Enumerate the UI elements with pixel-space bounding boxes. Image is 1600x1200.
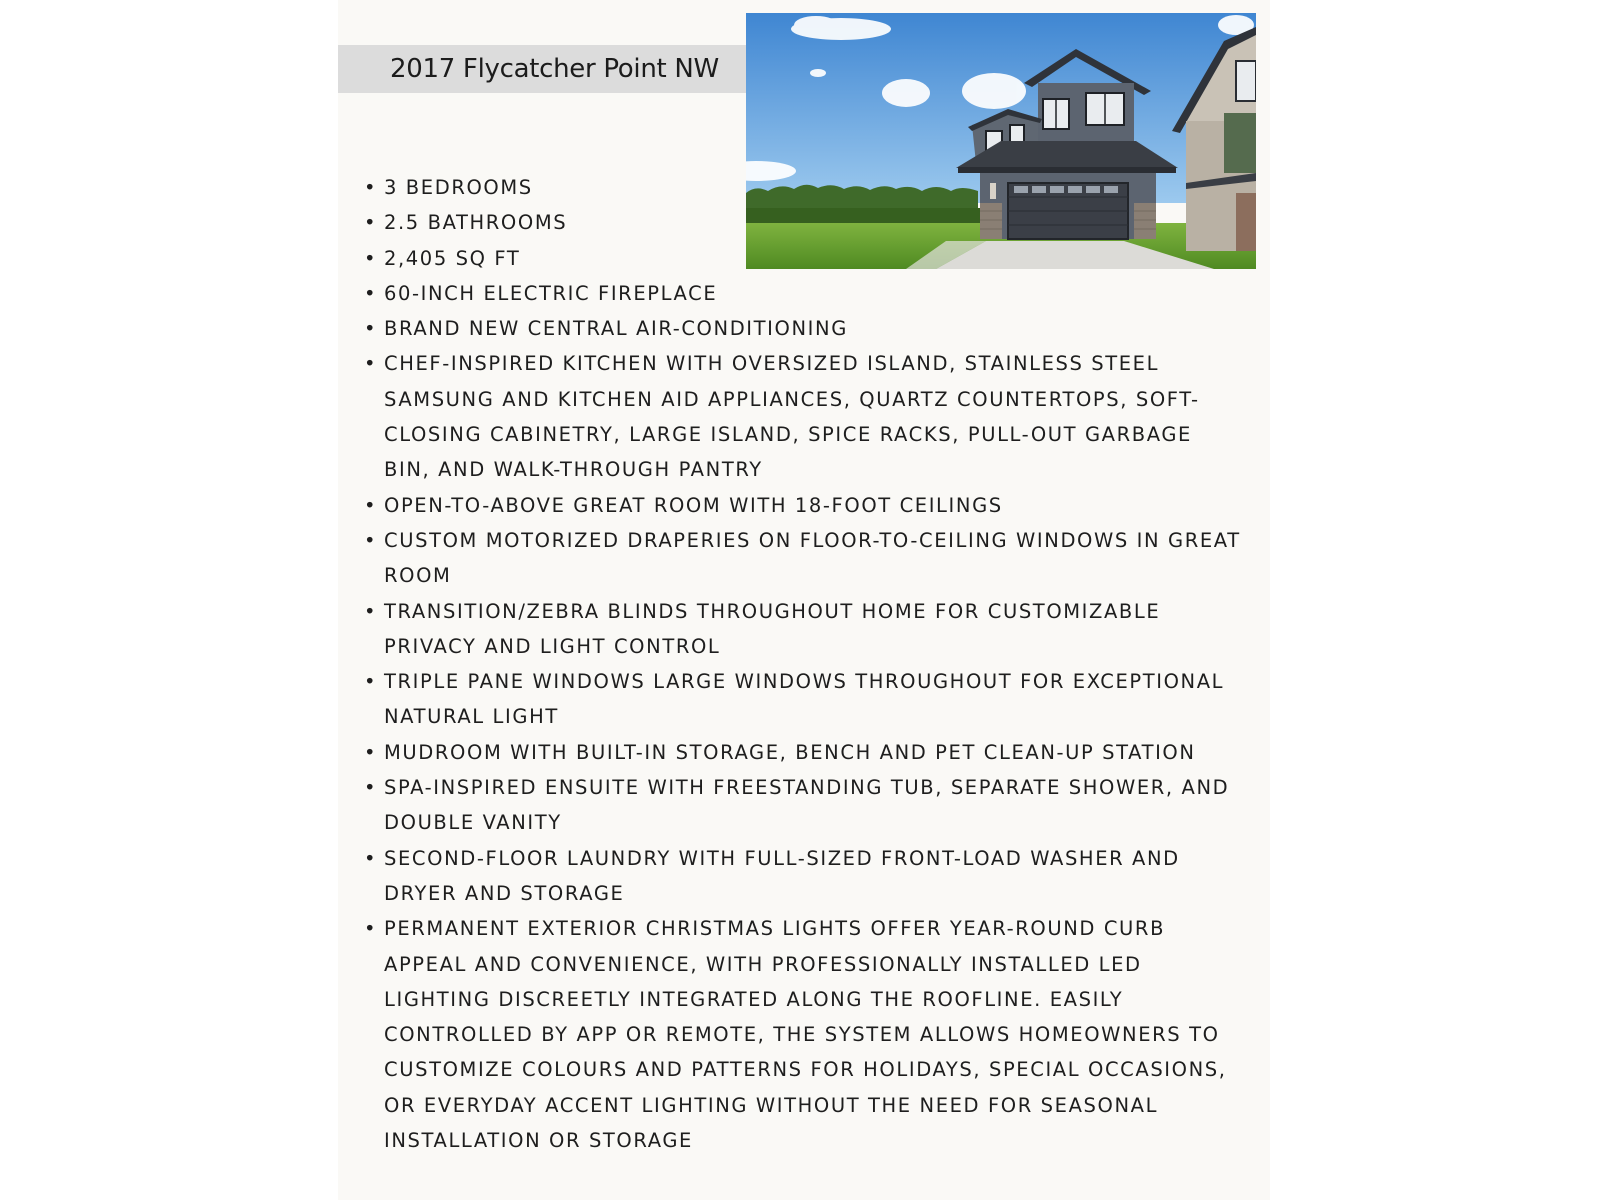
feature-text: BRAND NEW CENTRAL AIR-CONDITIONING xyxy=(384,317,848,341)
feature-text: TRIPLE PANE WINDOWS LARGE WINDOWS THROUGHOUT FOR EXCEPTIONAL NATURAL LIGHT xyxy=(384,670,1225,729)
title-band xyxy=(338,45,790,93)
feature-text: 2,405 SQ FT xyxy=(384,246,521,270)
list-item xyxy=(364,735,1244,770)
bullet-icon: • xyxy=(364,246,378,270)
list-item xyxy=(364,488,1244,523)
bullet-icon: • xyxy=(364,176,378,199)
bullet-icon: • xyxy=(364,528,378,552)
bullet-icon: • xyxy=(364,776,378,800)
list-item xyxy=(364,276,1244,311)
list-item xyxy=(364,841,1244,912)
list-item xyxy=(364,241,1244,276)
bullet-icon: • xyxy=(364,599,378,623)
feature-list xyxy=(364,170,1244,1158)
bullet-icon: • xyxy=(364,281,378,305)
bullet-icon: • xyxy=(364,740,378,764)
feature-text: 2.5 BATHROOMS xyxy=(384,211,568,235)
feature-text: PERMANENT EXTERIOR CHRISTMAS LIGHTS OFFER YEAR-ROUND CURB APPEAL AND CONVENIENCE, WITH PROFESSIONALLY INSTALLED LED LIGHTING DISCREETLY INTEGRATED ALONG THE ROOFLINE. EASILY CONTROLLED BY APP OR REMOTE, THE SYSTEM ALLOWS HOMEOWNERS TO CUSTOMIZE COLOURS AND PATTERNS FOR HOLIDAYS, SPECIAL OCCASIONS, OR EVERYDAY ACCENT LIGHTING WITHOUT THE NEED FOR SEASONAL INSTALLATION OR STORAGE xyxy=(384,917,1227,1153)
bullet-icon: • xyxy=(364,211,378,235)
feature-text: SPA-INSPIRED ENSUITE WITH FREESTANDING TUB, SEPARATE SHOWER, AND DOUBLE VANITY xyxy=(384,776,1230,835)
list-item xyxy=(364,346,1244,487)
feature-text: SECOND-FLOOR LAUNDRY WITH FULL-SIZED FRONT-LOAD WASHER AND DRYER AND STORAGE xyxy=(384,846,1180,905)
property-address-title: 2017 Flycatcher Point NW xyxy=(390,54,719,84)
bullet-icon: • xyxy=(364,493,378,517)
list-item xyxy=(364,311,1244,346)
bullet-icon: • xyxy=(364,917,378,941)
feature-text: 3 BEDROOMS xyxy=(384,176,533,199)
bullet-icon: • xyxy=(364,352,378,376)
feature-text: 60-INCH ELECTRIC FIREPLACE xyxy=(384,281,718,305)
list-item xyxy=(364,523,1244,594)
list-item xyxy=(364,205,1244,240)
list-item xyxy=(364,594,1244,665)
feature-text: OPEN-TO-ABOVE GREAT ROOM WITH 18-FOOT CEILINGS xyxy=(384,493,1003,517)
list-item xyxy=(364,911,1244,1158)
list-item xyxy=(364,170,1244,205)
feature-text: CUSTOM MOTORIZED DRAPERIES ON FLOOR-TO-CEILING WINDOWS IN GREAT ROOM xyxy=(384,528,1241,588)
feature-text: TRANSITION/ZEBRA BLINDS THROUGHOUT HOME FOR CUSTOMIZABLE PRIVACY AND LIGHT CONTROL xyxy=(384,599,1161,658)
bullet-icon: • xyxy=(364,846,378,870)
feature-text: MUDROOM WITH BUILT-IN STORAGE, BENCH AND PET CLEAN-UP STATION xyxy=(384,740,1196,764)
list-item xyxy=(364,664,1244,735)
bullet-icon: • xyxy=(364,670,378,694)
list-item xyxy=(364,770,1244,841)
feature-text: CHEF-INSPIRED KITCHEN WITH OVERSIZED ISLAND, STAINLESS STEEL SAMSUNG AND KITCHEN AID APPLIANCES, QUARTZ COUNTERTOPS, SOFT-CLOSING CABINETRY, LARGE ISLAND, SPICE RACKS, PULL-OUT GARBAGE BIN, AND WALK-THROUGH PANTRY xyxy=(384,352,1200,482)
listing-flyer xyxy=(338,0,1270,1200)
bullet-icon: • xyxy=(364,317,378,341)
